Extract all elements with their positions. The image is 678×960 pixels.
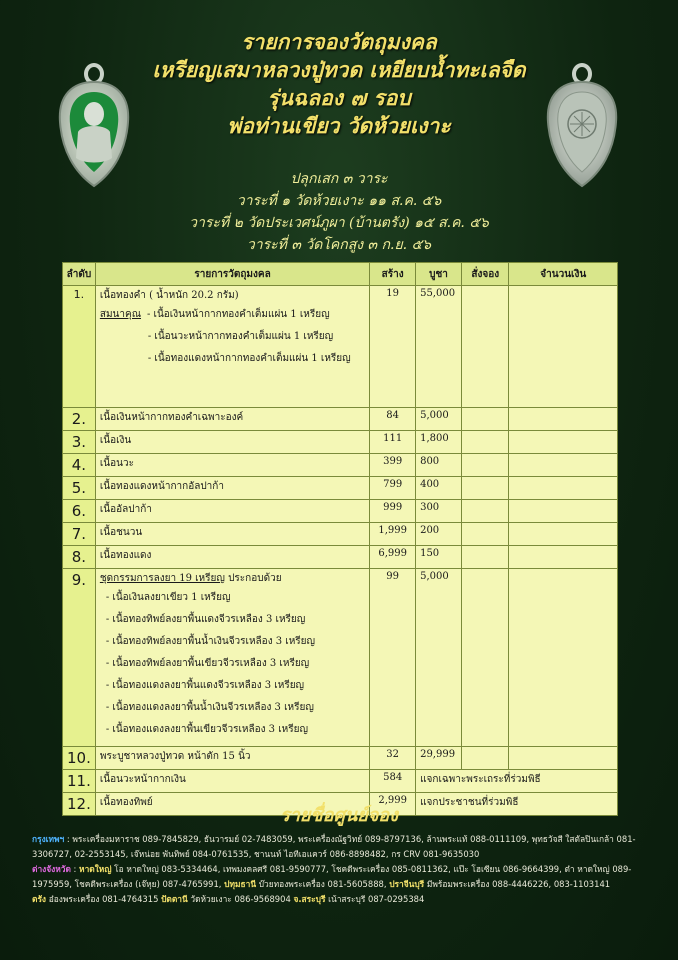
row-number: 3. (63, 431, 96, 454)
row-order-cell[interactable] (462, 286, 509, 408)
prachinburi-text: มีพร้อมพระเครื่อง 088-4446226, 083-1103141 (424, 879, 611, 889)
title-line-4: พ่อท่านเขียว วัดห้วยเงาะ (227, 113, 451, 138)
row-order-cell[interactable] (462, 500, 509, 523)
header-price: บูชา (416, 263, 462, 286)
row-note: แจกเฉพาะพระเถระที่ร่วมพิธี (416, 770, 618, 793)
schedule-line-2: วาระที่ ๒ วัดประเวศน์ภูผา (บ้านตรัง) ๑๕ ส.ค. ๕๖ (189, 215, 489, 231)
row-price: 55,000 (416, 286, 462, 408)
table-row (63, 431, 618, 454)
row-order-cell[interactable] (462, 431, 509, 454)
row-number: 1. (63, 286, 96, 408)
table-row (63, 500, 618, 523)
row-build: 799 (370, 477, 416, 500)
title-line-2: เหรียญเสมาหลวงปู่ทวด เหยียบน้ำทะเลจืด (152, 57, 526, 82)
row-number: 12. (63, 793, 96, 816)
row-item: เนื้อนวะ (95, 454, 369, 477)
header-build: สร้าง (370, 263, 416, 286)
table-header-row (63, 263, 618, 286)
region-bangkok: กรุงเทพฯ (32, 834, 65, 844)
row-number: 9. (63, 569, 96, 747)
bkk-centers-text: : พระเครื่องมหาราช 089-7845829, ธันวารมย์ 02-7483059, พระเครื่องณัฐวิทย์ 089-8797136, ล้านพระแท้ 088-0111109, พุทธวัจสี ใสตัลปินเกล้า 081-3306727, 02-2553145, เจ๊หน่อย พันทิพย์ 084-0761535, ชานนท์ ไอทีเอแควร์ 086-8898482, กร CRV 081-9635030 (32, 834, 636, 859)
schedule-line-3: วาระที่ ๓ วัดโคกสูง ๓ ก.ย. ๕๖ (246, 237, 432, 253)
row-amount-cell[interactable] (509, 546, 618, 569)
row-amount-cell[interactable] (509, 431, 618, 454)
row-item-title: เนื้อทองคำ ( น้ำหนัก 20.2 กรัม) (99, 290, 239, 301)
row-note: แจกประชาชนที่ร่วมพิธี (416, 793, 618, 816)
booking-centers-title: รายชื่อศูนย์จอง (280, 805, 398, 826)
row-number: 10. (63, 747, 96, 770)
row-item: พระบูชาหลวงปู่ทวด หน้าตัก 15 นิ้ว (95, 747, 369, 770)
row-number: 5. (63, 477, 96, 500)
row-price: 1,800 (416, 431, 462, 454)
row-price: 29,999 (416, 747, 462, 770)
row-build: 2,999 (370, 793, 416, 816)
row-price: 300 (416, 500, 462, 523)
row-amount-cell[interactable] (509, 747, 618, 770)
row-build: 999 (370, 500, 416, 523)
schedule-heading: ปลุกเสก ๓ วาระ (290, 171, 388, 187)
row-item: เนื้อทองแดงหน้ากากอัลปาก้า (95, 477, 369, 500)
region-pattani: ปัตตานี (161, 894, 188, 904)
header-no: ลำดับ (63, 263, 96, 286)
region-prachinburi: ปราจีนบุรี (389, 879, 425, 889)
row-item: เนื้อเงิน (95, 431, 369, 454)
set-item-7: - เนื้อทองแดงลงยาพื้นเขียวจีวรเหลือง 3 เหรียญ (105, 724, 308, 735)
region-saraburi: จ.สระบุรี (293, 894, 326, 904)
row-item: เนื้อทองทิพย์ (95, 793, 369, 816)
table-row (63, 477, 618, 500)
bonus-item-3: - เนื้อทองแดงหน้ากากทองคำเต็มแผ่น 1 เหรียญ (147, 353, 351, 364)
bonus-item-2: - เนื้อนวะหน้ากากทองคำเต็มแผ่น 1 เหรียญ (147, 331, 334, 342)
table-row (63, 286, 618, 408)
row-item: เนื้อชนวน (95, 523, 369, 546)
table-row (63, 747, 618, 770)
table-row (63, 408, 618, 431)
row-item: เนื้อนวะหน้ากากเงิน (95, 770, 369, 793)
row-number: 6. (63, 500, 96, 523)
region-trang: ตรัง (32, 894, 47, 904)
title-block (130, 28, 548, 140)
trang-text: อ๋องพระเครื่อง 081-4764315 (46, 894, 159, 904)
row-number: 2. (63, 408, 96, 431)
row-order-cell[interactable] (462, 569, 509, 747)
set-item-1: - เนื้อเงินลงยาเขียว 1 เหรียญ (105, 592, 231, 603)
table-row (63, 523, 618, 546)
bonus-label: สมนาคุณ (99, 309, 141, 320)
saraburi-text: เน้าสระบุรี 087-0295384 (325, 894, 425, 904)
row-number: 4. (63, 454, 96, 477)
row-item (95, 569, 369, 747)
row-build: 399 (370, 454, 416, 477)
row-price: 5,000 (416, 408, 462, 431)
pattani-text: วัดห้วยเงาะ 086-9568904 (187, 894, 291, 904)
header-item: รายการวัตถุมงคล (95, 263, 369, 286)
region-provinces: ต่างจังหวัด (32, 864, 71, 874)
row-item: เนื้อเงินหน้ากากทองคำเฉพาะองค์ (95, 408, 369, 431)
bonus-item-1: - เนื้อเงินหน้ากากทองคำเต็มแผ่น 1 เหรียญ (146, 309, 330, 320)
title-line-3: รุ่นฉลอง ๗ รอบ (267, 85, 411, 110)
row-item: เนื้อทองแดง (95, 546, 369, 569)
row-amount-cell[interactable] (509, 286, 618, 408)
row-price: 800 (416, 454, 462, 477)
header-amount: จำนวนเงิน (509, 263, 618, 286)
set-item-4: - เนื้อทองทิพย์ลงยาพื้นเขียวจีวรเหลือง 3 เหรียญ (105, 658, 310, 669)
row-build: 1,999 (370, 523, 416, 546)
schedule-line-1: วาระที่ ๑ วัดห้วยเงาะ ๑๑ ส.ค. ๕๖ (236, 193, 442, 209)
row-order-cell[interactable] (462, 546, 509, 569)
set-item-5: - เนื้อทองแดงลงยาพื้นแดงจีวรเหลือง 3 เหรียญ (105, 680, 305, 691)
row-price: 400 (416, 477, 462, 500)
row-number: 11. (63, 770, 96, 793)
row-amount-cell[interactable] (509, 454, 618, 477)
set-item-2: - เนื้อทองทิพย์ลงยาพื้นแดงจีวรเหลือง 3 เหรียญ (105, 614, 306, 625)
hatyai-text: โอ หาดใหญ่ 083-5334464, เทพมงคลศรี 081-9590777, โชคดีพระเครื่อง 085-0811362, แป๊ะ โฮเซียน 086-9664399, ต๋า หาดใหญ่ 089-1975959, โชคดีพระเครื่อง (เจ๊หุย) 087-4765991, (32, 864, 632, 889)
row-build: 32 (370, 747, 416, 770)
row-build: 111 (370, 431, 416, 454)
row-amount-cell[interactable] (509, 569, 618, 747)
row-order-cell[interactable] (462, 454, 509, 477)
row-order-cell[interactable] (462, 747, 509, 770)
row-build: 6,999 (370, 546, 416, 569)
row-price: 200 (416, 523, 462, 546)
province-centers: ต่างจังหวัด : หาดใหญ่ โอ หาดใหญ่ 083-5334464, เทพมงคลศรี 081-9590777, โชคดีพระเครื่อง 085-0811362, แป๊ะ โฮเซียน 086-9664399, ต๋า หาดใหญ่ 089-1975959, โชคดีพระเครื่อง (เจ๊หุย) 087-4765991, ปทุมธานี บ๊วยทองพระเครื่อง 081-5605888, ปราจีนบุรี มีพร้อมพระเครื่อง 088-4446226, 083-1103141 (32, 864, 632, 889)
south-centers (32, 892, 660, 907)
region-hatyai: หาดใหญ่ (79, 864, 112, 874)
row-item-title: ชุดกรรมการลงยา 19 เหรียญ (99, 573, 225, 584)
row-number: 7. (63, 523, 96, 546)
row-price: 150 (416, 546, 462, 569)
table-row (63, 454, 618, 477)
blessing-schedule (0, 168, 678, 256)
set-item-6: - เนื้อทองแดงลงยาพื้นน้ำเงินจีวรเหลือง 3 เหรียญ (105, 702, 314, 713)
row-item: เนื้ออัลปาก้า (95, 500, 369, 523)
table-row (63, 770, 618, 793)
row-order-cell[interactable] (462, 408, 509, 431)
row-amount-cell[interactable] (509, 500, 618, 523)
row-amount-cell[interactable] (509, 477, 618, 500)
table-row (63, 569, 618, 747)
row-amount-cell[interactable] (509, 408, 618, 431)
booking-centers-list (32, 832, 660, 907)
row-amount-cell[interactable] (509, 523, 618, 546)
row-build: 19 (370, 286, 416, 408)
row-item-tail: ประกอบด้วย (224, 573, 282, 584)
region-pathumthani: ปทุมธานี (224, 879, 257, 889)
pathumthani-text: บ๊วยทองพระเครื่อง 081-5605888, (256, 879, 387, 889)
title-line-1: รายการจองวัตถุมงคล (241, 29, 437, 54)
order-table (62, 262, 618, 816)
row-item (95, 286, 369, 408)
row-build: 84 (370, 408, 416, 431)
bkk-centers (32, 832, 660, 862)
set-item-3: - เนื้อทองทิพย์ลงยาพื้นน้ำเงินจีวรเหลือง 3 เหรียญ (105, 636, 316, 647)
header-order: สั่งจอง (462, 263, 509, 286)
row-number: 8. (63, 546, 96, 569)
row-build: 584 (370, 770, 416, 793)
row-order-cell[interactable] (462, 477, 509, 500)
row-order-cell[interactable] (462, 523, 509, 546)
table-row (63, 546, 618, 569)
row-build: 99 (370, 569, 416, 747)
row-price: 5,000 (416, 569, 462, 747)
